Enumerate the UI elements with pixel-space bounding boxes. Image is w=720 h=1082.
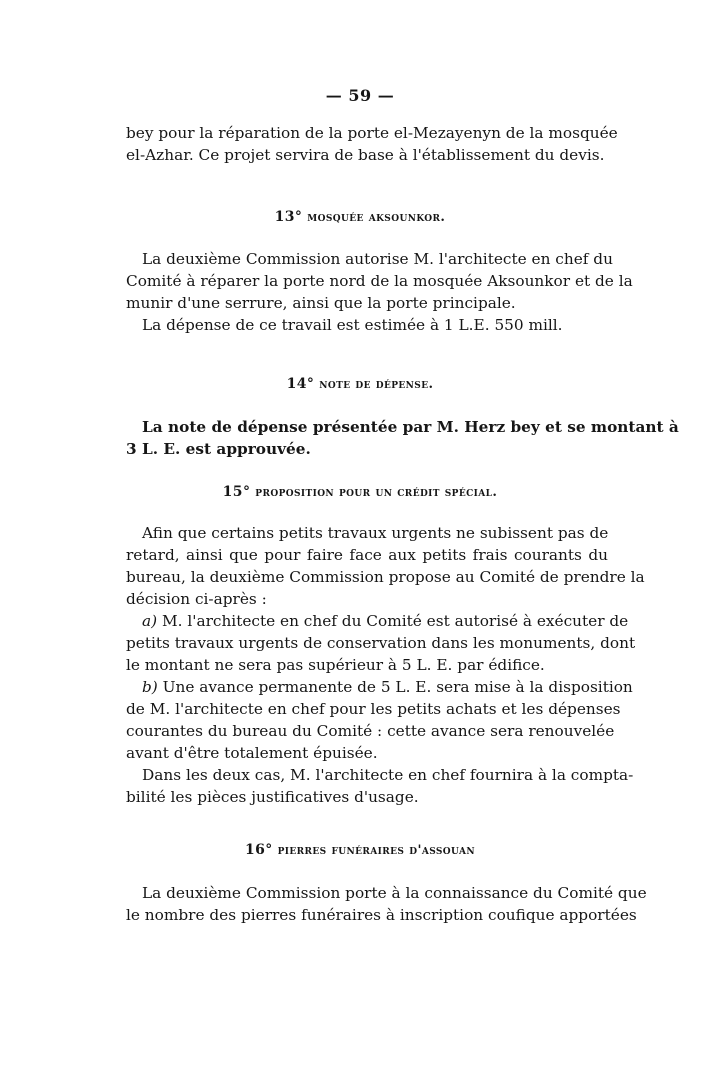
text-line: Dans les deux cas, M. l'architecte en chef fournira à la compta- [142, 766, 634, 784]
text-line: courantes du bureau du Comité : cette avance sera renouvelée [126, 722, 615, 740]
text-line: de M. l'architecte en chef pour les petits achats et les dépenses [126, 700, 621, 718]
text-line: le nombre des pierres funéraires à inscription coufique apportées [126, 906, 637, 924]
text-line: avant d'être totalement épuisée. [126, 744, 378, 762]
text-line: 3 L. E. est approuvée. [126, 440, 311, 458]
text-line: petits travaux urgents de conservation dans les monuments, dont [126, 634, 636, 652]
intro-paragraph [126, 122, 618, 166]
section-15-body [126, 522, 645, 808]
item-marker: a) [142, 612, 158, 630]
text-line: La deuxième Commission autorise M. l'architecte en chef du [142, 250, 613, 268]
text-line: el-Azhar. Ce projet servira de base à l'établissement du devis. [126, 146, 605, 164]
list-item-a [126, 610, 629, 632]
text-line: La dépense de ce travail est estimée à 1 L.E. 550 mill. [142, 316, 563, 334]
text-line: bilité les pièces justificatives d'usage. [126, 788, 419, 806]
text-line: décision ci-après : [126, 590, 267, 608]
text-line: Afin que certains petits travaux urgents ne subissent pas de [142, 524, 609, 542]
section-heading-16 [0, 842, 720, 858]
section-title: proposition pour un crédit spécial. [255, 485, 498, 500]
section-16-body [126, 882, 647, 926]
text-line: retard, ainsi que pour faire face aux petits frais courants du [126, 546, 608, 564]
section-title: mosquée aksounkor. [307, 210, 446, 225]
text-line: La note de dépense présentée par M. Herz bey et se montant à [142, 418, 679, 436]
text-line: Une avance permanente de 5 L. E. sera mise à la disposition [162, 678, 633, 696]
section-heading-14 [0, 376, 720, 392]
list-item-b [126, 676, 633, 698]
section-heading-13 [0, 209, 720, 225]
section-number: 16° [244, 842, 273, 858]
text-line: bureau, la deuxième Commission propose au Comité de prendre la [126, 568, 645, 586]
text-line: le montant ne sera pas supérieur à 5 L. E. par édifice. [126, 656, 545, 674]
section-heading-15 [0, 484, 720, 500]
section-13-body [126, 248, 633, 336]
text-line: Comité à réparer la porte nord de la mosquée Aksounkor et de la [126, 272, 633, 290]
text-line: munir d'une serrure, ainsi que la porte principale. [126, 294, 516, 312]
section-14-body [126, 416, 679, 460]
section-number: 13° [274, 209, 303, 225]
text-line: M. l'architecte en chef du Comité est autorisé à exécuter de [161, 612, 629, 630]
item-marker: b) [142, 678, 158, 696]
text-line: bey pour la réparation de la porte el-Mezayenyn de la mosquée [126, 124, 618, 142]
page-number: — 59 — [325, 86, 395, 105]
section-number: 14° [286, 376, 315, 392]
text-line: La deuxième Commission porte à la connaissance du Comité que [142, 884, 647, 902]
section-title: note de dépense. [319, 377, 434, 392]
section-number: 15° [222, 484, 251, 500]
section-title: pierres funéraires d'assouan [277, 843, 476, 858]
